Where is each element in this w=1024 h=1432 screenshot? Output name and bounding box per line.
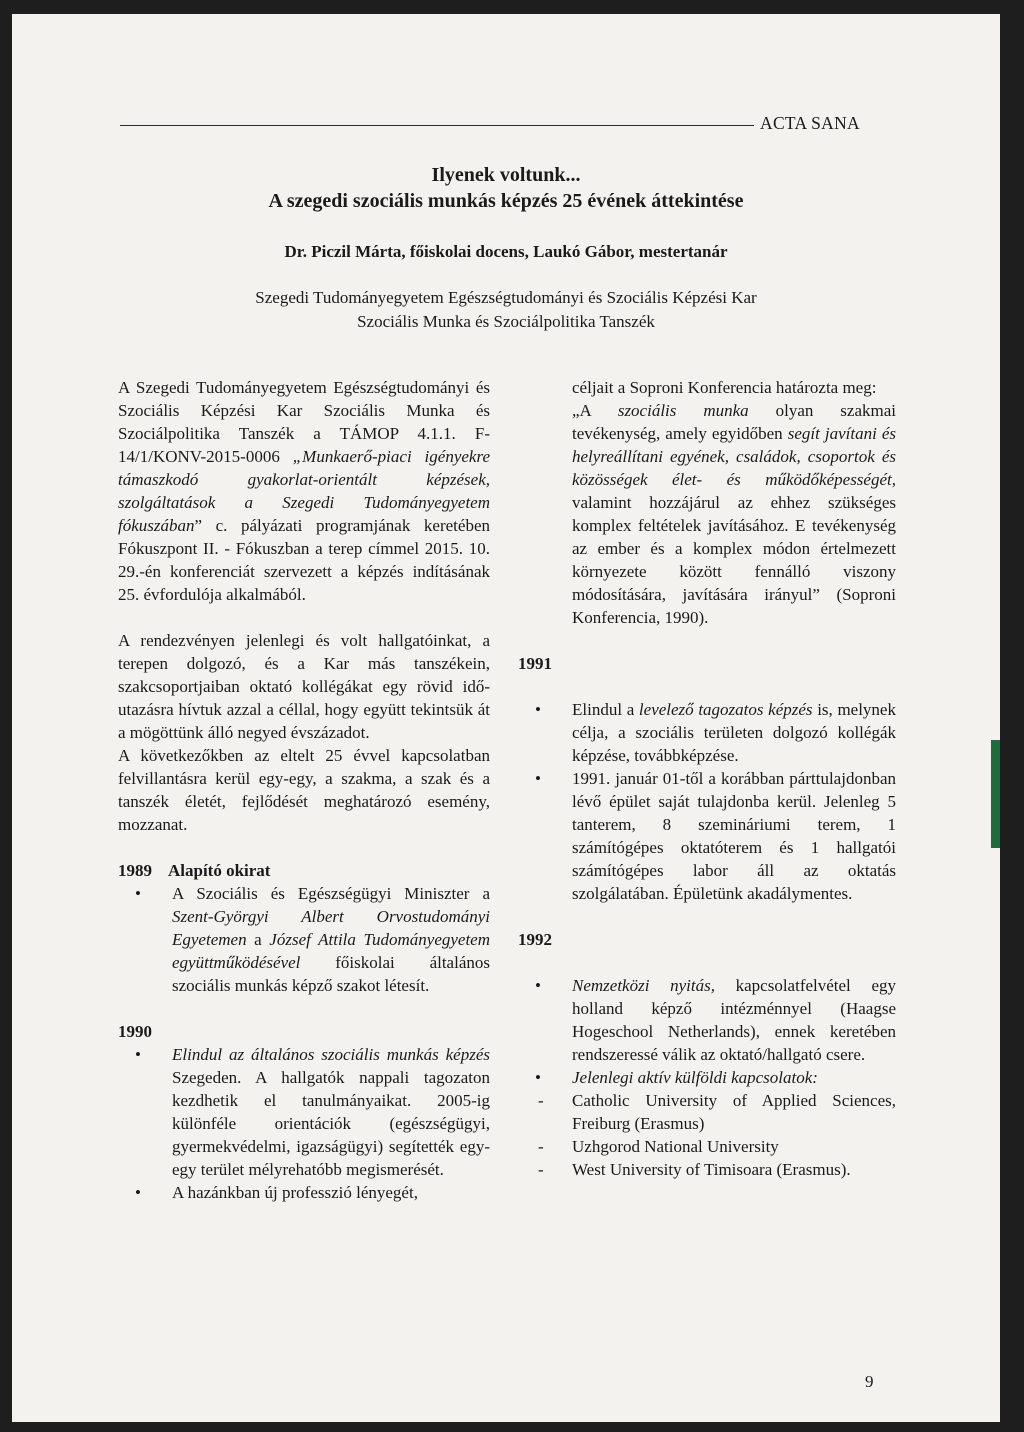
list-item	[518, 974, 896, 1066]
list-item	[118, 1181, 490, 1204]
title-line-2: A szegedi szociális munkás képzés 25 évének áttekintése	[268, 190, 744, 212]
overview-paragraph: A következőkben az eltelt 25 évvel kapcsolatban felvillantásra kerül egy-egy, a szakma, a szak és a tanszék életét, fejlődését meghatározó esemény, mozzanat.	[118, 746, 490, 834]
list-item	[518, 767, 896, 905]
dash-icon: -	[538, 1137, 544, 1156]
item-text: főiskolai általános szociális munkás képző szakot létesít.	[172, 953, 490, 995]
item-text: Szegeden. A hallgatók nappali tagozaton kezdhetik el tanulmányaikat. 2005-ig különféle orientációk (egészségügyi, gyermekvédelmi, igazságügyi) segítették egy-egy terület mélyrehatóbb megismerését.	[172, 1068, 490, 1179]
item-italic: Nemzetközi nyitás,	[572, 976, 715, 995]
bullet-icon: •	[135, 884, 141, 903]
section-1989-list	[118, 882, 490, 997]
bullet-icon: •	[135, 1045, 141, 1064]
year-label: 1991	[518, 654, 552, 673]
list-item-continued	[518, 376, 896, 629]
intro-paragraph	[118, 376, 490, 606]
affiliation-line-1: Szegedi Tudományegyetem Egészségtudományi és Szociális Képzési Kar	[255, 288, 757, 307]
item-text: valamint hozzájárul az ehhez szükséges komplex feltételek javításához. E tevékenység az ember és a komplex módon értelmezett környezete között fennálló viszony módosítására, javítására irányul” (Soproni Konferencia, 1990).	[572, 493, 896, 627]
partner-name: Uzhgorod National University	[572, 1137, 779, 1156]
item-italic: levelező tagozatos képzés	[638, 700, 813, 719]
partner-name: West University of Timisoara (Erasmus).	[572, 1160, 851, 1179]
right-column	[518, 376, 896, 1181]
section-1991-list	[518, 698, 896, 905]
item-italic: József Attila Tudományegyetem együttműködésével	[172, 930, 490, 972]
page-number: 9	[865, 1372, 874, 1391]
header-rule	[120, 125, 754, 126]
list-item	[518, 698, 896, 767]
bullet-icon: •	[535, 976, 541, 995]
intro-text-c: ” c. pályázati programjának keretében Fókuszpont II. - Fókuszban a terep címmel 2015. 10. 29.-én konferenciát szervezett a képzés indításának 25. évfordulója alkalmából.	[118, 516, 490, 604]
journal-page	[12, 14, 1000, 1422]
section-1990-heading	[118, 1020, 490, 1043]
item-text: 1991. január 01-től a korábban párttulajdonban lévő épület saját tulajdonba kerül. Jelenleg 5 tanterem, 8 szemináriumi terem, 1 számítógépes oktatóterem és 1 hallgatói számítógépes labor áll az oktatás szolgálatában. Épületünk akadálymentes.	[572, 769, 896, 903]
partner-item	[518, 1135, 896, 1158]
item-text: A hazánkban új professzió lényegét,	[172, 1183, 418, 1202]
section-1989-heading	[118, 859, 490, 882]
item-text: kapcsolatfelvétel egy holland képző intézménnyel (Haagse Hogeschool Netherlands), ennek keretében rendszeressé válik az oktató/hallgató csere.	[572, 976, 896, 1064]
continued-list	[518, 376, 896, 629]
bullet-icon: •	[535, 1068, 541, 1087]
item-text: a	[246, 930, 270, 949]
bullet-icon: •	[535, 769, 541, 788]
title-line-1: Ilyenek voltunk...	[431, 164, 581, 186]
bullet-icon: •	[135, 1183, 141, 1202]
section-1990-list	[118, 1043, 490, 1204]
bullet-icon: •	[535, 700, 541, 719]
year-label: 1992	[518, 930, 552, 949]
dash-icon: -	[538, 1091, 544, 1110]
partner-name: Catholic University of Applied Sciences, Freiburg (Erasmus)	[572, 1091, 896, 1133]
section-1991-heading	[518, 652, 896, 675]
item-text: olyan szakmai tevékenység, amely egyidőben	[572, 401, 896, 443]
item-text: A Szociális és Egészségügyi Miniszter a	[172, 884, 490, 903]
page-edge-tab	[991, 740, 1000, 848]
item-text: „A	[572, 401, 618, 420]
item-italic: szociális munka	[617, 401, 749, 420]
partner-item	[518, 1158, 896, 1181]
item-italic: Elindul az általános szociális munkás képzés	[172, 1045, 490, 1064]
year-label: 1990	[118, 1022, 152, 1041]
item-text: céljait a Soproni Konferencia határozta meg:	[572, 378, 877, 397]
dash-icon: -	[538, 1160, 544, 1179]
year-label: 1989	[118, 861, 152, 880]
item-italic: Jelenlegi aktív külföldi kapcsolatok:	[572, 1068, 818, 1087]
list-item	[118, 882, 490, 997]
item-italic: Szent-Györgyi Albert Orvostudományi Egyetemen	[172, 907, 490, 949]
left-column	[118, 376, 490, 1204]
affiliation	[112, 286, 900, 334]
list-item	[118, 1043, 490, 1181]
item-text: Elindul a	[572, 700, 639, 719]
list-item	[518, 1066, 896, 1089]
item-text: is, melynek célja, a szociális területen dolgozó kollégák képzése, továbbképzése.	[572, 700, 896, 765]
author-line: Dr. Piczil Márta, főiskolai docens, Laukó Gábor, mestertanár	[284, 242, 728, 261]
item-italic: segít javítani és helyreállítani egyének, családok, csoportok és közösségek élet- és működőképességét,	[572, 424, 896, 489]
event-paragraph: A rendezvényen jelenlegi és volt hallgatóinkat, a terepen dolgozó, és a Kar más tanszékein, szakcsoportjaiban oktató kollégákat egy rövid idő-utazásra hívtuk azzal a céllal, hogy együtt tekintsük át a mögöttünk álló negyed évszázadot.	[118, 631, 490, 742]
section-1992-list	[518, 974, 896, 1181]
intro-project-title: „Munkaerő-piaci igényekre támaszkodó gyakorlat-orientált képzések, szolgáltatások a Szegedi Tudományegyetem fókuszában	[118, 447, 490, 535]
partner-item	[518, 1089, 896, 1135]
affiliation-line-2: Szociális Munka és Szociálpolitika Tanszék	[357, 312, 655, 331]
article-title	[112, 162, 900, 214]
section-title: Alapító okirat	[168, 861, 271, 880]
running-head: ACTA SANA	[760, 113, 860, 133]
section-1992-heading	[518, 928, 896, 951]
intro-text-a: A Szegedi Tudományegyetem Egészségtudományi és Szociális Képzési Kar Szociális Munka és Szociálpolitika Tanszék a TÁMOP 4.1.1. F-14/1/KONV-2015-0006	[118, 378, 490, 466]
